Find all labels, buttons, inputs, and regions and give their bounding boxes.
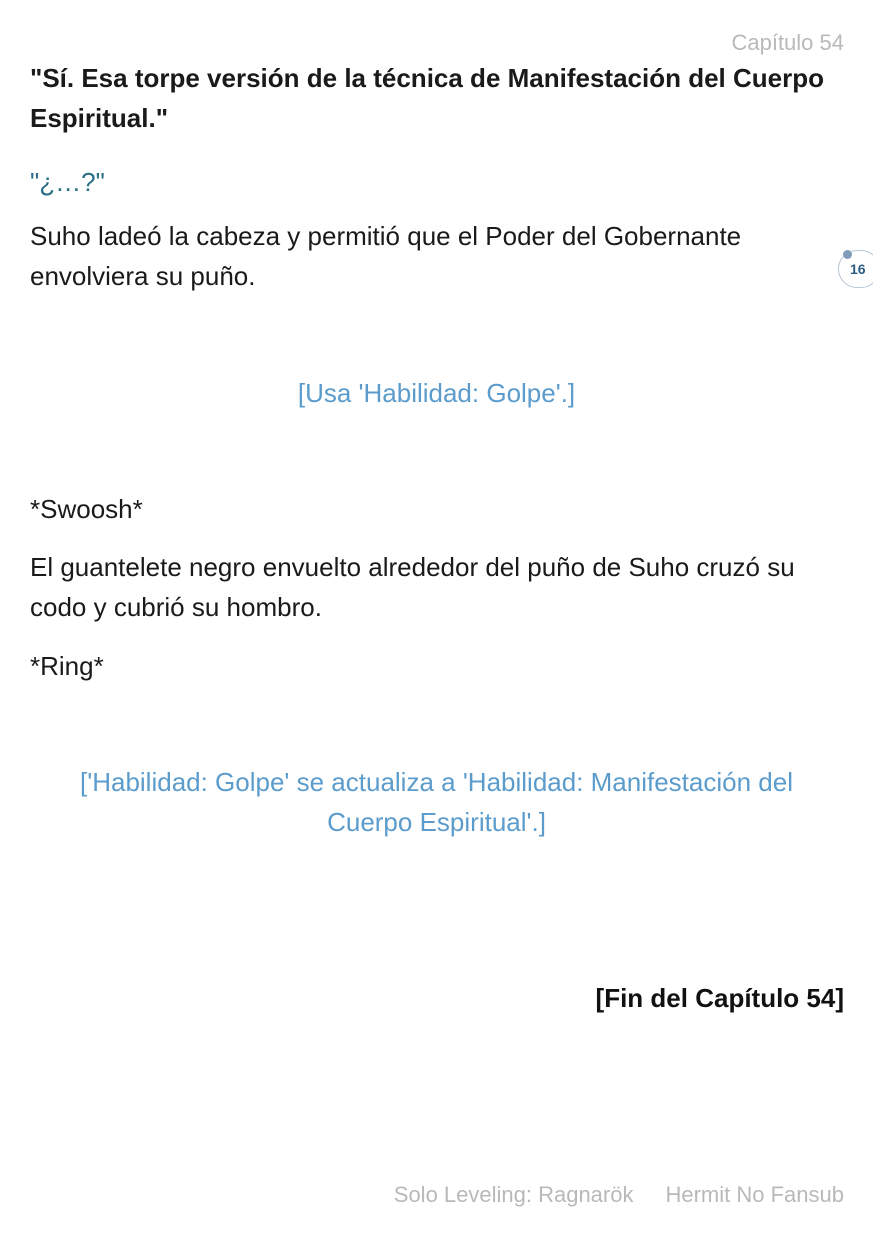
page-number-badge[interactable]: [838, 250, 873, 288]
novel-title: Solo Leveling: Ragnarök: [393, 1182, 634, 1207]
narration-paragraph: El guantelete negro envuelto alrededor del puño de Suho cruzó su codo y cubrió su hombro.: [30, 552, 795, 622]
sound-effect: *Ring*: [30, 651, 104, 681]
bookmark-dot-icon: [843, 250, 852, 259]
system-message: ['Habilidad: Golpe' se actualiza a 'Habilidad: Manifestación del Cuerpo Espiritual'.]: [80, 767, 793, 837]
chapter-end-label: [Fin del Capítulo 54]: [595, 983, 844, 1013]
chapter-header: Capítulo 54: [731, 30, 844, 55]
footer: [394, 1182, 844, 1208]
sound-effect: *Swoosh*: [30, 494, 143, 524]
system-message: [Usa 'Habilidad: Golpe'.]: [297, 378, 576, 408]
translator-credit: Hermit No Fansub: [665, 1182, 844, 1207]
page-number: 16: [850, 261, 866, 277]
dialogue-paragraph: "Sí. Esa torpe versión de la técnica de Manifestación del Cuerpo Espiritual.": [30, 63, 825, 133]
narration-paragraph: Suho ladeó la cabeza y permitió que el Poder del Gobernante envolviera su puño.: [30, 221, 742, 291]
dialogue-paragraph: "¿…?": [30, 167, 105, 197]
